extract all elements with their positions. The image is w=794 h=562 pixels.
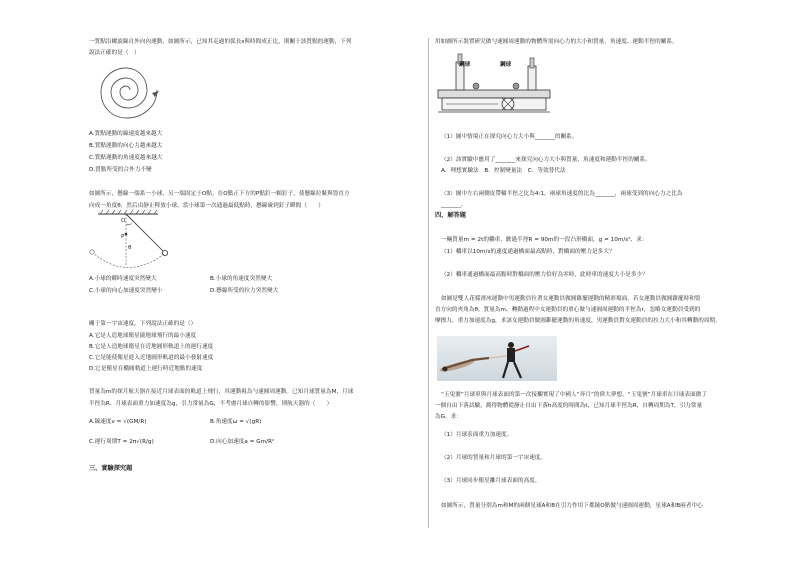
exp-q2: （2）該實驗中應用了_______來探究向心力大小與質量、角速度和運動半徑的關系。 — [441, 157, 651, 163]
q1-option-d: D.質點所受的合外力不變 — [89, 167, 152, 173]
q1-stem-line1: 一質點沿螺旋線自外向內運動，如圖所示，已知其走過的弧長s與時間成正比，則關于該質點的運動，下列 — [89, 39, 352, 45]
p2-line2: 直方向的夾角為θ，質量為m，轉動過程中女運動員的重心做勻速圓周運動的半徑為r，忽略女運動員受到的 — [435, 307, 701, 313]
pendulum-figure — [88, 210, 178, 272]
q4-stem-line1: 質量為m的探月航天器在接近月球表面的軌道上飛行，其運動視為勻速圓周運動。已知月球質量為M，月球 — [89, 389, 354, 395]
q1-stem-line2: 說法正確的是（ ） — [89, 50, 140, 56]
q2-option-d: D.懸線所受的拉力突然變大 — [210, 288, 279, 294]
section-4-heading: 四、解答題 — [435, 212, 466, 219]
section-3-heading: 三、實驗探究題 — [89, 465, 133, 472]
p3-part-1: （1）月球表面重力加速度。 — [441, 432, 513, 438]
q4-stem-line2: 半徑為R，月球表面重力加速度為g，引力常量為G，不考慮月球自轉的影響，則航天器的（ ） — [89, 401, 333, 407]
q3-option-d: D.它是衛星在橢圓軌道上運行時近地點的速度 — [89, 366, 203, 372]
q2-option-a: A.小球的瞬時速度突然變大 — [89, 276, 157, 282]
exp-q1: （1）圖中情境正在探究向心力大小與_______的關系。 — [441, 134, 578, 140]
column-divider — [428, 38, 429, 528]
q1-option-c: C.質點運動的角速度越來越大 — [89, 155, 163, 161]
q4-option-d: D.向心加速度a = Gm/R² — [210, 439, 275, 445]
figure-skating-photo — [437, 336, 557, 381]
q2-stem-line2: 向成一角度θ，然后由靜止釋放小球，當小球第一次通過最低點時，懸線碰到釘子瞬間（ ） — [89, 203, 324, 209]
apparatus-label-ball-1: 鋼球 — [459, 62, 471, 68]
p1-part-1: （1）轎車以10m/s的速度通過橋面最高點時，對橋面的壓力是多大？ — [441, 249, 615, 255]
q3-option-c: C.它是能使衛星進入近地圓形軌道的最小發射速度 — [89, 355, 214, 361]
q3-stem: 關于第一宇宙速度，下列說法正確的是（） — [89, 321, 197, 327]
q1-option-a: A.質點運動的線速度越來越大 — [89, 131, 163, 137]
p1-stem: 一輛質量m = 2t的轎車，駛過半徑R = 90m的一段凸形橋面，g = 10m/s²，求： — [441, 237, 648, 243]
p3-part-2: （2）月球的質量和月球的第一宇宙速度。 — [441, 455, 547, 461]
pendulum-label-theta: θ — [128, 245, 132, 251]
exp-q3-blank: _______。 — [441, 202, 467, 208]
q4-option-b: B.角速度ω = √(gR) — [210, 419, 262, 425]
p2-line1: 如圖是雙人花樣滑冰運動中男運動員拉著女運動員做圓錐擺運動的精彩場面，若女運動員做圓錐擺時和豎 — [441, 296, 701, 302]
exp-choices: A．理想實驗法 B．控制變量法 C．等效替代法 — [441, 168, 566, 174]
p3-part-3: （3）月球同步衛星離月球表面的高度。 — [441, 478, 541, 484]
q2-option-c: C.小球的向心加速度突然變小 — [89, 288, 163, 294]
q3-option-a: A.它是人造地球衛星繞地球飛行的最小速度 — [89, 333, 197, 339]
q2-stem-line1: 如圖所示，懸線一端系一小球，另一端固定于O點，在O點正下方的P點釘一顆釘子，使懸線拉緊與豎直方 — [89, 191, 350, 197]
spiral-figure — [95, 60, 165, 122]
q1-option-b: B.質點運動的向心力越來越大 — [89, 143, 163, 149]
p1-part-2: （2）轎車通過橋面最高點時對橋面的壓力恰好為零時，此時車的速度大小是多少？ — [441, 272, 648, 278]
p3-line3: 為G。求： — [435, 414, 462, 420]
p3-line2: 一個自由下落試驗，測得物體從靜止自由下落h高度的時間為t，已知月球半徑為R，自轉周期為T，引力常量 — [435, 403, 703, 409]
q4-option-a: A.線速度v = √(GM/R) — [89, 419, 147, 425]
q3-option-b: B.它是人造地球衛星在近地圓形軌道上的運行速度 — [89, 344, 214, 350]
exp-stem: 用如圖所示裝置研究做勻速圓周運動的物體所需向心力的大小和質量、角速度、運動半徑的關系。 — [435, 39, 678, 45]
p4-line1: 如圖所示，質量分別為m和M的兩個星球A和B在引力作用下都繞O點做勻速圓周運動，星球A和B兩者中心 — [441, 503, 703, 509]
p3-line1: “玉兔號”月球車與月球表面的第一次接觸實現了中國人“奔月”的偉大夢想。“玉兔號”月球車在月球表面做了 — [441, 392, 708, 398]
centripetal-apparatus-figure — [436, 50, 556, 120]
exp-q3: （3）圖中左右兩側皮帶輪半徑之比為4:1，兩球角速度的比為_______，兩球受到的向心力之比為 — [441, 191, 683, 197]
p2-line3: 摩擦力，重力加速度為g，求該女運動員做圓錐擺運動的角速度，男運動員對女運動員的拉力大小和其轉動的周期。 — [435, 318, 721, 324]
pendulum-label-o: O — [121, 218, 126, 224]
pendulum-label-p: P — [121, 234, 125, 240]
q4-option-c: C.運行周期T = 2π√(R/g) — [89, 439, 154, 445]
apparatus-label-ball-2: 鋼球 — [500, 62, 512, 68]
q2-option-b: B.小球的角速度突然變大 — [210, 276, 273, 282]
